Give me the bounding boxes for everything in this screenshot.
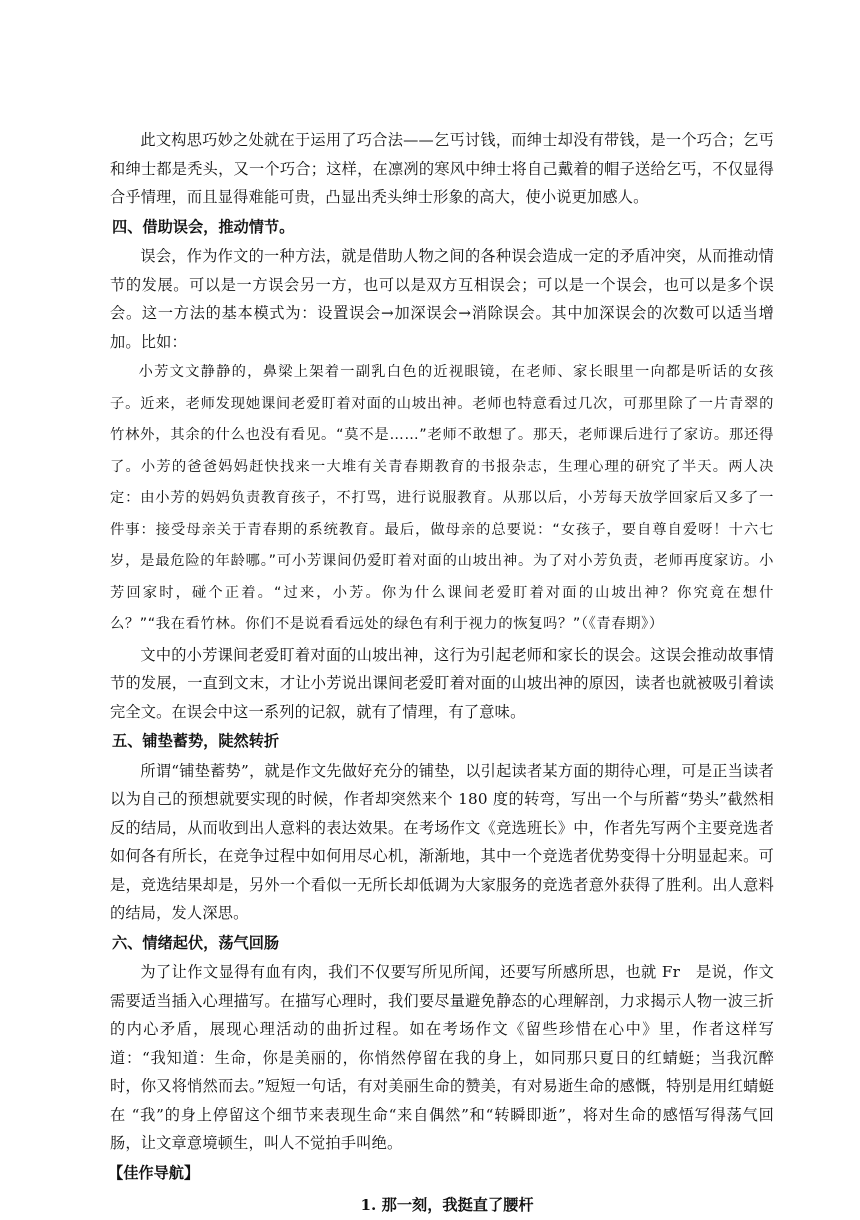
paragraph-misunderstanding-analysis: 文中的小芳课间老爱盯着对面的山坡出神，这行为引起老师和家长的误会。这误会推动故事情节的发展，一直到文末，才让小芳说出课间老爱盯着对面的山坡出神的原因，读者也就被吸引着读完全文。在误会中这一系列的记叙，就有了情理，有了意味。 (110, 645, 774, 721)
section-heading-foreshadowing: 五、铺垫蓄势，陡然转折 (112, 732, 280, 750)
paragraph-foreshadowing-method: 所谓“铺垫蓄势”，就是作文先做好充分的铺垫，以引起读者某方面的期待心理，可是正当读者以为自己的预想就要实现的时候，作者却突然来个 180 度的转弯，写出一个与所蓄“势头”截然相反的结局，从而收到出人意料的表达效果。在考场作文《竞选班长》中，作者先写两个主要竞选者如何各有所长，在竞争过程中如何用尽心机，渐渐地，其中一个竞选者优势变得十分明显起来。可是，竞选结果却是，另外一个看似一无所长却低调为大家服务的竞选者意外获得了胜利。出人意料的结局，发人深思。 (110, 761, 774, 922)
section-heading-emotion: 六、情绪起伏，荡气回肠 (112, 933, 280, 952)
featured-essays-label: 【佳作导航】 (108, 1163, 200, 1182)
paragraph-coincidence-analysis: 此文构思巧妙之处就在于运用了巧合法——乞丐讨钱，而绅士却没有带钱，是一个巧合；乞丐和绅士都是秃头，又一个巧合；这样，在凛冽的寒风中绅士将自己戴着的帽子送给乞丐，不仅显得合乎情理，而且显得难能可贵，凸显出秃头绅士形象的高大，使小说更加感人。 (110, 131, 774, 206)
section-heading-misunderstanding: 四、借助误会，推动情节。 (112, 217, 295, 236)
essay-title: 1. 那一刻，我挺直了腰杆 (360, 1196, 534, 1214)
document-body (110, 126, 774, 1220)
paragraph-misunderstanding-method: 误会，作为作文的一种方法，就是借助人物之间的各种误会造成一定的矛盾冲突，从而推动情节的发展。可以是一方误会另一方，也可以是双方互相误会；可以是一个误会，也可以是多个误会。这一方法的基本模式为：设置误会→加深误会→消除误会。其中加深误会的次数可以适当增加。比如： (110, 247, 774, 351)
paragraph-emotion-method: 为了让作文显得有血有肉，我们不仅要写所见所闻，还要写所感所思，也就 Fr 是说，作文需要适当插入心理描写。在描写心理时，我们要尽量避免静态的心理解剖，力求揭示人物一波三折的内心矛盾，展现心理活动的曲折过程。如在考场作文《留些珍惜在心中》里，作者这样写道：“我知道：生命，你是美丽的，你悄然停留在我的身上，如同那只夏日的红蜻蜓；当我沉醉时，你又将悄然而去。”短短一句话，有对美丽生命的赞美，有对易逝生命的感慨，特别是用红蜻蜓在 “我”的身上停留这个细节来表现生命“来自偶然”和“转瞬即逝”，将对生命的感悟写得荡气回肠，让文章意境顿生，叫人不觉拍手叫绝。 (110, 963, 774, 1152)
example-passage-qingchunqi: 小芳文文静静的，鼻梁上架着一副乳白色的近视眼镜，在老师、家长眼里一向都是听话的女孩子。近来，老师发现她课间老爱盯着对面的山坡出神。老师也特意看过几次，可那里除了一片青翠的竹林外，其余的什么也没有看见。“莫不是……”老师不敢想了。那天，老师课后进行了家访。那还得了。小芳的爸爸妈妈赶快找来一大堆有关青春期教育的书报杂志，生理心理的研究了半天。两人决定：由小芳的妈妈负责教育孩子，不打骂，进行说服教育。从那以后，小芳每天放学回家后又多了一件事：接受母亲关于青春期的系统教育。最后，做母亲的总要说：“女孩子，要自尊自爱呀！十六七岁，是最危险的年龄哪。”可小芳课间仍爱盯着对面的山坡出神。为了对小芳负责，老师再度家访。小芳回家时，碰个正着。“过来，小芳。你为什么课间老爱盯着对面的山坡出神？你究竟在想什么？”“我在看竹林。你们不是说看看远处的绿色有利于视力的恢复吗？”（《青春期》） (110, 364, 774, 632)
